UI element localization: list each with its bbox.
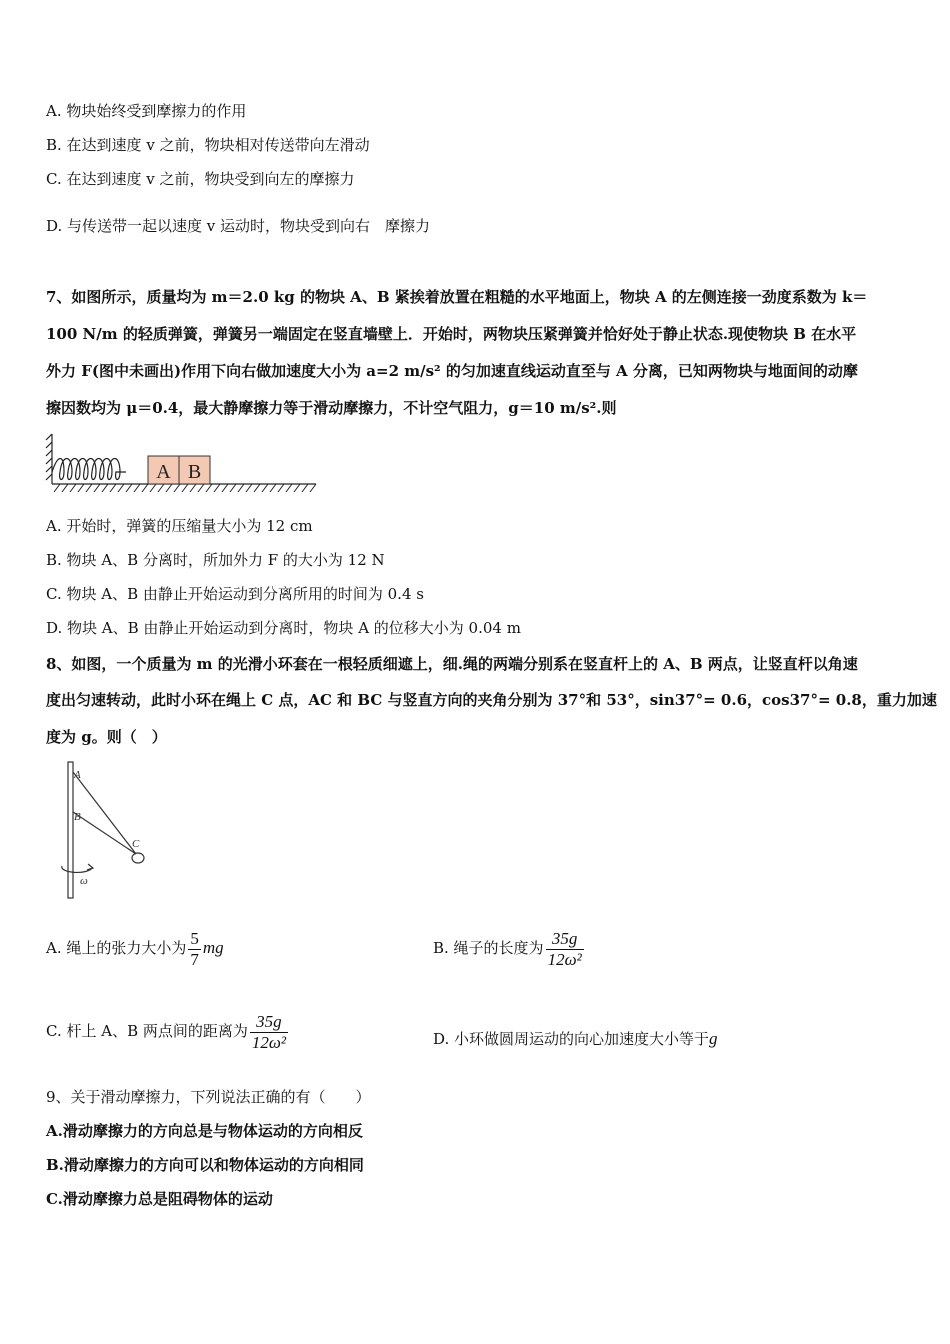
q8-option-c (46, 1008, 290, 1054)
q9-option-c: C.滑动摩擦力总是阻碍物体的运动 (46, 1190, 273, 1208)
q6-option-a: A. 物块始终受到摩擦力的作用 (46, 102, 247, 120)
block-a-label: A (156, 461, 171, 483)
q8-option-b (433, 925, 586, 971)
q9-option-a: A.滑动摩擦力的方向总是与物体运动的方向相反 (46, 1122, 363, 1140)
q7-spring-blocks-figure (44, 432, 324, 496)
q7-option-b: B. 物块 A、B 分离时，所加外力 F 的大小为 12 N (46, 551, 385, 569)
q8-option-c-numerator: 35g (250, 1012, 288, 1033)
q7-stem-line-2: 100 N/m 的轻质弹簧，弹簧另一端固定在竖直墙壁上．开始时，两物块压紧弹簧并恰好处于静止状态.现使物块 B 在水平 (46, 325, 857, 343)
q7-stem-line-1: 7、如图所示，质量均为 m＝2.0 kg 的物块 A、B 紧挨着放置在粗糙的水平地面上，物块 A 的左侧连接一劲度系数为 k＝ (46, 288, 868, 306)
q8-option-c-text: C. 杆上 A、B 两点间的距离为 (46, 1022, 248, 1040)
point-c-label: C (132, 838, 140, 850)
q8-rod-ring-figure (50, 758, 160, 903)
point-a-label: A (74, 769, 81, 781)
q8-option-d-text: D. 小环做圆周运动的向心加速度大小等于 (433, 1030, 710, 1048)
q8-option-c-fraction (250, 1012, 288, 1053)
q8-stem-line-3: 度为 g。则（ ） (46, 728, 167, 746)
q7-option-d: D. 物块 A、B 由静止开始运动到分离时，物块 A 的位移大小为 0.04 m (46, 619, 521, 637)
q8-option-d-tail: g (709, 1029, 718, 1048)
q8-option-b-numerator: 35g (546, 929, 584, 950)
q6-option-c: C. 在达到速度 v 之前，物块受到向左的摩擦力 (46, 170, 355, 188)
q8-option-a-numerator: 5 (190, 928, 199, 948)
q7-option-a: A. 开始时，弹簧的压缩量大小为 12 cm (46, 517, 313, 535)
q7-stem-line-3: 外力 F(图中未画出)作用下向右做加速度大小为 a=2 m/s² 的匀加速直线运动直至与 A 分离，已知两物块与地面间的动摩 (46, 362, 858, 380)
q8-stem-line-2: 度出匀速转动，此时小环在绳上 C 点，AC 和 BC 与竖直方向的夹角分别为 37°和 53°，sin37°= 0.6，cos37°= 0.8，重力加速 (46, 691, 937, 709)
q8-option-a-tail: mg (202, 938, 224, 957)
q7-stem-line-4: 擦因数均为 μ＝0.4，最大静摩擦力等于滑动摩擦力，不计空气阻力，g＝10 m/s².则 (46, 399, 617, 417)
omega-label: ω (80, 875, 88, 887)
q8-stem-line-1: 8、如图，一个质量为 m 的光滑小环套在一根轻质细遮上，细.绳的两端分别系在竖直杆上的 A、B 两点，让竖直杆以角速 (46, 655, 858, 673)
q9-option-b: B.滑动摩擦力的方向可以和物体运动的方向相同 (46, 1156, 364, 1174)
q6-option-b: B. 在达到速度 v 之前，物块相对传送带向左滑动 (46, 136, 370, 154)
q8-option-a-denominator: 7 (190, 949, 199, 969)
q8-option-a (46, 925, 224, 971)
q7-option-c: C. 物块 A、B 由静止开始运动到分离所用的时间为 0.4 s (46, 585, 424, 603)
q8-option-d (433, 1016, 718, 1062)
block-b-label: B (187, 461, 202, 483)
point-b-label: B (74, 811, 81, 823)
q6-option-d: D. 与传送带一起以速度 v 运动时，物块受到向右 摩擦力 (46, 217, 431, 235)
q8-option-c-denominator: 12ω² (251, 1032, 286, 1052)
q8-option-a-fraction (188, 929, 201, 970)
q8-option-b-text: B. 绳子的长度为 (433, 939, 544, 957)
q8-option-b-denominator: 12ω² (547, 949, 582, 969)
q8-option-a-text: A. 绳上的张力大小为 (46, 939, 187, 957)
q8-option-b-fraction (546, 929, 584, 970)
q9-stem: 9、关于滑动摩擦力，下列说法正确的有（ ） (46, 1088, 371, 1106)
